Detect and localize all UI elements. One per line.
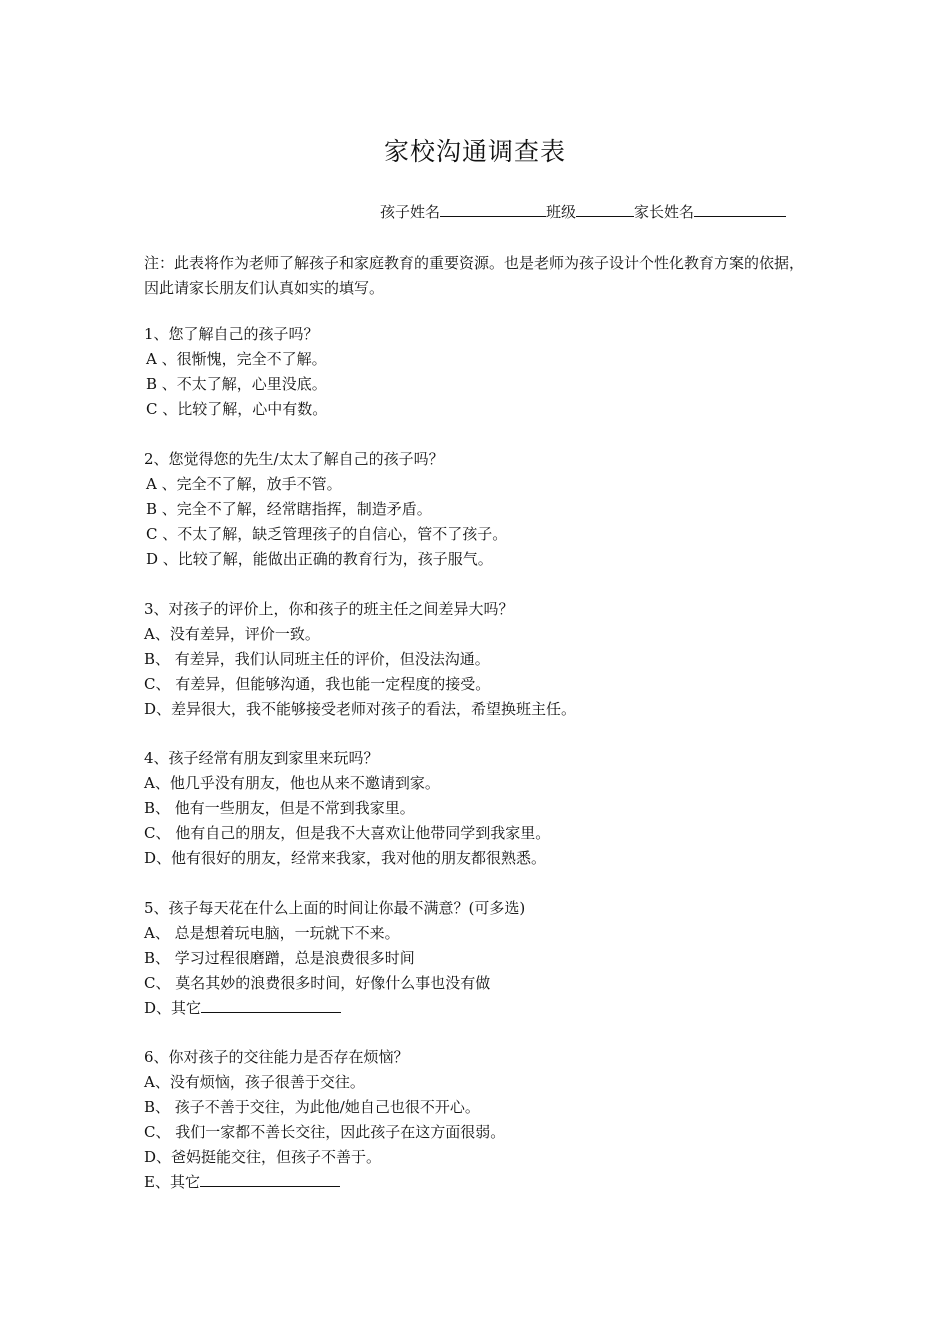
question-4 [144, 746, 824, 871]
option-e-label: E、其它 [144, 1173, 200, 1191]
option-a: A、没有烦恼，孩子很善于交往。 [144, 1073, 365, 1091]
info-fill-line [380, 201, 786, 222]
question-text: 1、您了解自己的孩子吗？ [144, 325, 319, 343]
note-paragraph: 注：此表将作为老师了解孩子和家庭教育的重要资源。也是老师为孩子设计个性化教育方案的依据，因此请家长朋友们认真如实的填写。 [144, 254, 805, 297]
option-b: B 、完全不了解，经常瞎指挥，制造矛盾。 [146, 500, 432, 518]
child-name-blank[interactable] [440, 202, 546, 217]
option-c: C 、不太了解，缺乏管理孩子的自信心，管不了孩子。 [146, 525, 508, 543]
other-blank[interactable] [200, 1172, 340, 1187]
option-a: A 、很惭愧，完全不了解。 [146, 350, 327, 368]
child-name-label: 孩子姓名 [380, 203, 441, 221]
option-d: D、爸妈挺能交往，但孩子不善于。 [144, 1148, 382, 1166]
option-d: D、他有很好的朋友，经常来我家，我对他的朋友都很熟悉。 [144, 849, 547, 867]
parent-name-blank[interactable] [694, 202, 786, 217]
option-a: A、没有差异，评价一致。 [144, 625, 320, 643]
other-blank[interactable] [201, 998, 341, 1013]
question-text: 2、您觉得您的先生/太太了解自己的孩子吗？ [144, 450, 444, 468]
class-label: 班级 [546, 203, 577, 221]
question-text: 4、孩子经常有朋友到家里来玩吗？ [144, 749, 379, 767]
option-d-label: D、其它 [144, 999, 202, 1017]
option-e-other [144, 1170, 824, 1195]
option-c: C、 我们一家都不善长交往，因此孩子在这方面很弱。 [144, 1123, 506, 1141]
option-b: B、 学习过程很磨蹭，总是浪费很多时间 [144, 949, 415, 967]
question-6 [144, 1045, 824, 1195]
option-c: C、 有差异，但能够沟通，我也能一定程度的接受。 [144, 675, 491, 693]
option-d: D、差异很大，我不能够接受老师对孩子的看法，希望换班主任。 [144, 700, 577, 718]
question-5 [144, 896, 824, 1021]
question-text: 3、对孩子的评价上，你和孩子的班主任之间差异大吗？ [144, 600, 514, 618]
option-b: B 、不太了解，心里没底。 [146, 375, 327, 393]
question-text: 6、你对孩子的交往能力是否存在烦恼？ [144, 1048, 409, 1066]
option-b: B、 有差异，我们认同班主任的评价，但没法沟通。 [144, 650, 490, 668]
option-a: A 、完全不了解，放手不管。 [146, 475, 342, 493]
option-d-other [144, 996, 824, 1021]
question-3 [144, 597, 824, 722]
option-d: D 、比较了解，能做出正确的教育行为，孩子服气。 [146, 550, 493, 568]
option-c: C、 莫名其妙的浪费很多时间，好像什么事也没有做 [144, 974, 491, 992]
option-a: A、 总是想着玩电脑，一玩就下不来。 [144, 924, 400, 942]
question-2 [144, 447, 824, 572]
page-title: 家校沟通调查表 [383, 137, 566, 166]
question-text: 5、孩子每天花在什么上面的时间让你最不满意？(可多选) [144, 899, 526, 917]
question-1 [144, 322, 824, 422]
option-b: B、 孩子不善于交往，为此他/她自己也很不开心。 [144, 1098, 480, 1116]
option-b: B、 他有一些朋友，但是不常到我家里。 [144, 799, 415, 817]
class-blank[interactable] [576, 202, 634, 217]
option-c: C、 他有自己的朋友，但是我不大喜欢让他带同学到我家里。 [144, 824, 551, 842]
option-c: C 、比较了解，心中有数。 [146, 400, 328, 418]
parent-name-label: 家长姓名 [634, 203, 695, 221]
option-a: A、他几乎没有朋友，他也从来不邀请到家。 [144, 774, 440, 792]
